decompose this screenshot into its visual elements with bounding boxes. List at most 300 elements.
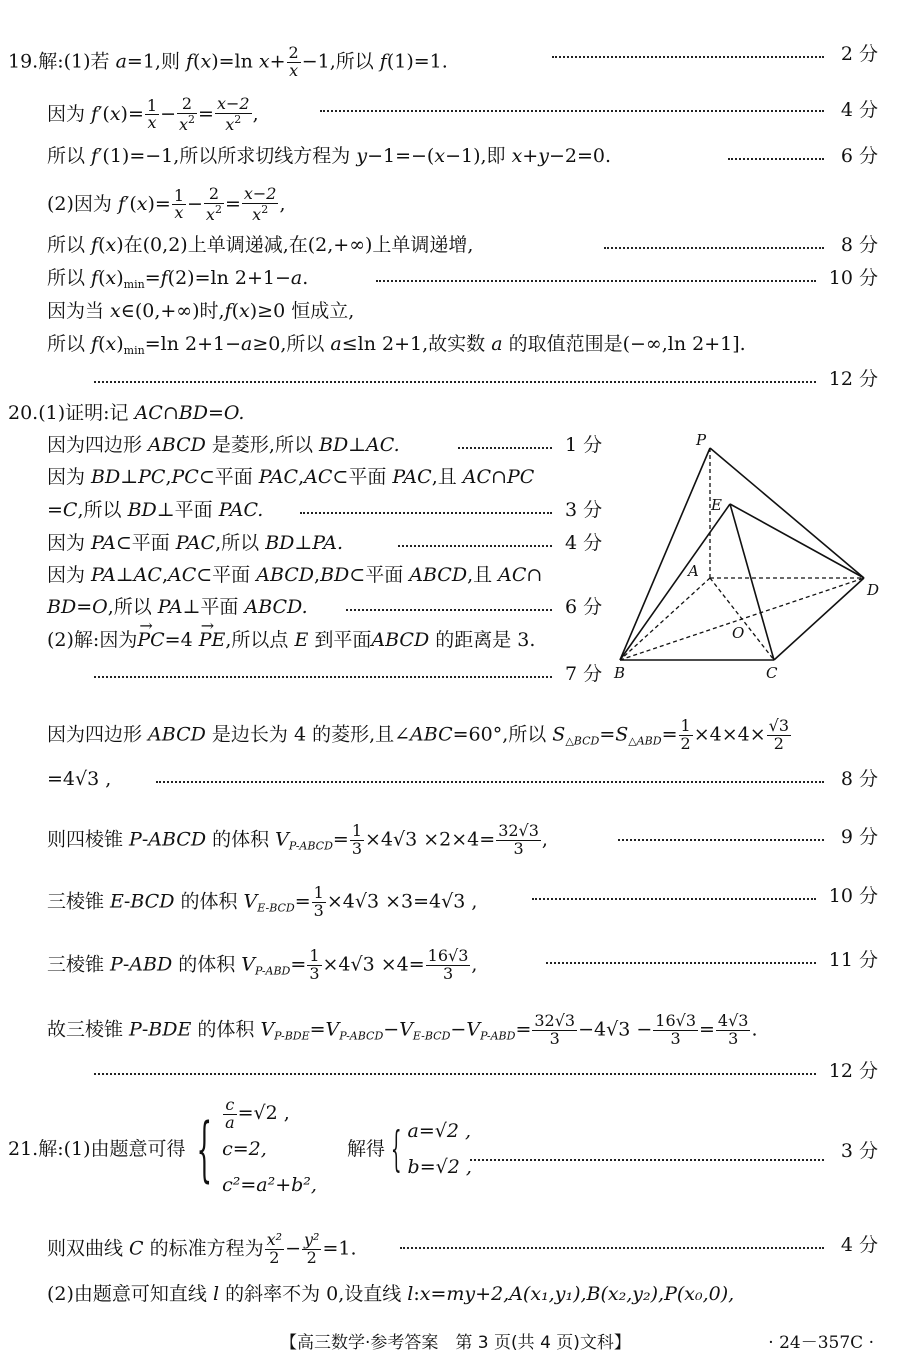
score: 4 分 (840, 99, 878, 121)
numerator: 1 (351, 821, 362, 840)
text: 因为四边形 (47, 434, 149, 456)
text: ×4×4× (693, 723, 766, 746)
text: ∈(0,+∞)时, (120, 300, 225, 322)
page-footer: 【高三数学·参考答案 第 3 页(共 4 页)文科】 (280, 1333, 631, 1353)
text: − (450, 1018, 467, 1041)
subscript: △BCD (565, 734, 600, 748)
math: V (399, 1018, 413, 1041)
q20-line7 (47, 598, 308, 617)
text: =√2 , (237, 1102, 290, 1124)
text: ,且 (431, 466, 463, 488)
numerator: 1 (313, 883, 324, 902)
text: 则四棱锥 (47, 828, 130, 851)
math: BD⊥PA. (265, 532, 344, 554)
vector: → PC (137, 631, 164, 650)
math: P (129, 828, 142, 851)
subscript: min (123, 344, 145, 357)
text: −1=−( (367, 145, 435, 167)
score: 2 分 (840, 43, 878, 65)
text: 的斜率不为 0,设直线 (219, 1283, 408, 1305)
fraction (312, 885, 326, 920)
subscript: P-BDE (274, 1029, 310, 1043)
denominator: 3 (513, 838, 524, 858)
q20-line10 (47, 770, 111, 789)
text: (1)证明:记 (38, 402, 135, 424)
text: (2)由题意可知直线 (47, 1283, 213, 1305)
var: x (105, 234, 117, 256)
math: V (275, 828, 289, 851)
subscript: P-ABCD (288, 839, 333, 853)
q19-line1 (8, 45, 448, 80)
var: x (105, 267, 117, 289)
fraction (307, 948, 321, 983)
score: 6 分 (840, 145, 878, 167)
equation-2: c=2, (222, 1138, 267, 1161)
numerator: y² (304, 1230, 320, 1249)
text: . (302, 267, 309, 289)
text: 到平面 (308, 629, 372, 651)
text: ′( (125, 192, 137, 215)
equation-1 (222, 1095, 317, 1131)
label-O: O (732, 624, 745, 642)
text: = (224, 192, 241, 215)
math: AC (304, 466, 333, 488)
score: 10 分 (828, 885, 878, 907)
q19-line5 (47, 236, 473, 255)
math: V (325, 1018, 340, 1041)
fraction (350, 823, 364, 858)
text: - (141, 828, 149, 851)
label-C: C (766, 664, 778, 682)
score: 6 分 (565, 596, 603, 618)
var: f (186, 50, 194, 73)
numerator: 1 (146, 95, 158, 115)
text: = (599, 723, 616, 746)
label-A: A (688, 562, 699, 580)
denominator: 3 (442, 963, 454, 983)
math: PAC. (218, 499, 264, 521)
var: a (491, 333, 503, 355)
text: 故三棱锥 (47, 1018, 130, 1041)
fraction (716, 1013, 751, 1048)
fraction (172, 185, 186, 223)
var: f (224, 300, 232, 322)
equation-3: c²=a²+b², (222, 1174, 317, 1197)
text: ,所以点 (225, 629, 295, 651)
numerator: 4√3 (717, 1011, 749, 1030)
text: (2)=ln 2+1− (167, 267, 291, 289)
score-leader (604, 247, 824, 249)
label-P: P (696, 431, 707, 449)
text: 的距离是 3. (429, 629, 536, 651)
text: =ln 2+1− (144, 333, 241, 355)
score: 10 分 (828, 267, 878, 289)
text: 因为 (47, 564, 92, 586)
text: , (279, 192, 286, 215)
text: 则双曲线 (47, 1237, 130, 1260)
fraction (265, 1232, 284, 1267)
text: = (515, 1018, 532, 1041)
fraction (204, 186, 224, 224)
math: PA (157, 596, 183, 618)
text: (2)解:因为 (47, 629, 138, 651)
text: = (144, 267, 161, 289)
text: −1,所以 (301, 50, 380, 73)
var: f (91, 145, 99, 167)
denominator: 2 (773, 733, 784, 753)
math: AC∩ (498, 564, 543, 586)
subscript: P-ABCD (339, 1029, 384, 1043)
math: P (110, 953, 123, 976)
var: a (330, 333, 342, 355)
text: =1. (322, 1237, 357, 1260)
fraction (653, 1013, 698, 1048)
text: 是菱形,所以 (205, 434, 319, 456)
q20-line9 (47, 718, 792, 753)
numerator: 1 (680, 716, 691, 735)
score-leader (94, 1073, 816, 1075)
fraction (426, 948, 471, 983)
text: 解得 (346, 1137, 385, 1160)
text: ⊂平面 (198, 466, 259, 488)
text: = (309, 1018, 326, 1041)
score: 3 分 (565, 499, 603, 521)
text: − (383, 1018, 400, 1041)
math: S (552, 723, 566, 746)
fraction (177, 96, 197, 134)
text: =1,则 (126, 50, 186, 73)
score-leader (458, 447, 552, 449)
var: x (239, 300, 250, 322)
q21-line2 (47, 1232, 357, 1267)
text: , (314, 564, 321, 586)
text: 所以 (47, 267, 92, 289)
text: : (413, 1283, 420, 1305)
denominator: x (147, 113, 157, 133)
subscript: △ABD (628, 734, 662, 748)
text: 因为 (47, 466, 92, 488)
text: ( (98, 234, 106, 256)
text: 所以 (47, 333, 92, 355)
text: 因为当 (47, 300, 111, 322)
text: ′(1)=−1,所以所求切线方程为 (98, 145, 357, 167)
denominator: a (225, 1112, 235, 1132)
fraction (767, 718, 791, 753)
score-leader (346, 609, 552, 611)
fraction (679, 718, 693, 753)
text: ( (231, 300, 240, 322)
text: = (76, 596, 93, 618)
numerator: 1 (309, 946, 320, 965)
text: ,且 (467, 564, 499, 586)
numerator: x−2 (216, 94, 250, 113)
var: x (252, 204, 262, 224)
math: C (62, 499, 78, 521)
score-leader (552, 56, 824, 58)
q19-line3 (47, 147, 611, 166)
edge-PB (620, 448, 710, 660)
solution-system (408, 1113, 472, 1185)
text: −2=0. (548, 145, 612, 167)
score-leader (376, 280, 816, 282)
score-leader (320, 110, 824, 112)
text: ×4√3 ×4= (322, 953, 425, 976)
text: = (294, 890, 311, 913)
math: E (110, 890, 124, 913)
math: ABC (410, 723, 453, 746)
label-D: D (867, 581, 880, 599)
math: BCD (130, 890, 175, 913)
q20-line12 (47, 885, 477, 920)
q21-line3 (47, 1285, 734, 1304)
math: PA⊥AC (91, 564, 162, 586)
math: PAC (175, 532, 216, 554)
text: 三棱锥 (47, 953, 111, 976)
score-leader (728, 158, 824, 160)
math: ABCD (148, 723, 206, 746)
var: x (179, 114, 189, 134)
math: ABCD (371, 629, 430, 651)
math: BD⊥AC. (318, 434, 400, 456)
denominator: $x^2$ (205, 202, 222, 224)
score-leader (400, 1247, 824, 1249)
score-leader (300, 512, 552, 514)
numerator: 2 (177, 96, 197, 114)
denominator: $x^2$ (252, 202, 269, 224)
text: ⊥平面 (182, 596, 245, 618)
text: = (290, 953, 307, 976)
text: ×4√3 ×2×4= (365, 828, 496, 851)
denominator: x (289, 60, 299, 80)
math: PAC (392, 466, 432, 488)
var: f (91, 267, 99, 289)
text: )≥0 恒成立, (249, 300, 355, 322)
math: ABCD (148, 434, 206, 456)
score: 12 分 (828, 368, 878, 390)
text: 的体积 (206, 828, 276, 851)
var: x (511, 145, 523, 167)
text: , (161, 564, 168, 586)
q19-line7 (47, 302, 354, 321)
label-B: B (614, 664, 626, 682)
math: ABCD (148, 828, 207, 851)
text: = (699, 1018, 715, 1041)
score: 4 分 (840, 1234, 878, 1256)
text: = (47, 499, 63, 521)
q20-line2 (47, 436, 400, 455)
text: 所以 (47, 234, 92, 256)
var: x (200, 50, 212, 73)
text: =4 (164, 629, 199, 651)
q21-line1 (8, 1095, 472, 1203)
text: - (122, 953, 130, 976)
text: 解:(1)若 (38, 50, 116, 73)
subscript: P-ABD (480, 1029, 516, 1043)
score-leader (532, 898, 816, 900)
numerator: √3 (768, 716, 789, 735)
math: E (294, 629, 309, 651)
text: )= (120, 102, 144, 125)
math: PC (171, 466, 199, 488)
fraction (242, 186, 279, 224)
text: 因为四边形 (47, 723, 149, 746)
solution-2: b=√2 , (407, 1156, 472, 1179)
text: 的标准方程为 (143, 1237, 264, 1260)
text: ′( (98, 102, 110, 125)
text: )= (147, 192, 171, 215)
var: x (136, 192, 148, 215)
score: 1 分 (565, 434, 603, 456)
score-leader (470, 1159, 824, 1161)
text: ,所以 (215, 532, 266, 554)
var: x (258, 50, 270, 73)
var: x (434, 145, 446, 167)
fraction (287, 45, 301, 80)
denominator: 3 (309, 963, 320, 983)
score-leader (94, 381, 816, 383)
text: , (298, 466, 305, 488)
math: ABCD (256, 564, 315, 586)
math: V (466, 1018, 481, 1041)
text: ( (98, 333, 106, 355)
solution-1: a=√2 , (407, 1120, 472, 1143)
var: x (109, 102, 121, 125)
var: a (241, 333, 253, 355)
text: ⊂平面 (332, 466, 393, 488)
q19-line6 (47, 269, 308, 290)
math: ABCD. (244, 596, 308, 618)
q19-line2 (47, 96, 259, 134)
text: , (252, 102, 259, 125)
fraction (215, 96, 252, 134)
text: = (661, 723, 678, 746)
math: C (129, 1237, 144, 1260)
text: ⊂平面 (349, 564, 410, 586)
var: x (105, 333, 117, 355)
score-leader (156, 781, 824, 783)
math: BD (47, 596, 77, 618)
q19-line4 (47, 186, 286, 224)
score: 11 分 (828, 949, 878, 971)
numerator: 16√3 (427, 946, 469, 965)
text: = (198, 102, 214, 125)
text: −4√3 − (578, 1018, 653, 1041)
text: 的取值范围是(−∞,ln 2+1]. (502, 333, 746, 355)
q20-line3 (47, 468, 534, 487)
text: , (165, 466, 172, 488)
text: − (187, 192, 203, 215)
subscript: E-BCD (257, 901, 295, 915)
score-leader (398, 545, 552, 547)
text: ⊂平面 (115, 532, 176, 554)
pyramid-figure (606, 430, 886, 690)
edge-AB (620, 578, 710, 660)
q20-line4 (47, 501, 263, 520)
text: , (541, 828, 548, 851)
text: = (332, 828, 349, 851)
text: - (141, 1018, 149, 1041)
edge-BD (620, 578, 864, 660)
numerator: 32√3 (534, 1011, 576, 1030)
text: ×4√3 ×3=4√3 , (326, 890, 478, 913)
score-leader (618, 839, 824, 841)
math: BD⊥PC (91, 466, 166, 488)
q20-line11 (47, 823, 548, 858)
fraction (145, 95, 159, 133)
denominator: 3 (351, 838, 362, 858)
math: PA (91, 532, 116, 554)
question-number: 21. (8, 1137, 39, 1160)
equation-system (222, 1095, 317, 1203)
math: PAC (258, 466, 299, 488)
text: . (751, 1018, 758, 1041)
numerator: x−2 (243, 184, 277, 203)
page-code: · 24－357C · (768, 1333, 874, 1353)
score: 4 分 (565, 532, 603, 554)
math: S (615, 723, 629, 746)
math: AC∩PC (462, 466, 535, 488)
text: 是边长为 4 的菱形,且∠ (205, 723, 411, 746)
q19-line8 (47, 335, 746, 356)
var: x (110, 300, 121, 322)
score-leader (546, 962, 816, 964)
edge-CD (774, 578, 864, 660)
numerator: x² (266, 1230, 283, 1249)
text: =4√3 , (47, 768, 112, 790)
math: V (241, 953, 256, 976)
math: V (260, 1018, 275, 1041)
math: ABD (129, 953, 173, 976)
text: 三棱锥 (47, 890, 111, 913)
math: ABCD (409, 564, 468, 586)
numerator: 2 (204, 186, 224, 204)
denominator: x (174, 203, 184, 223)
label-E: E (711, 496, 722, 514)
text: 的体积 (174, 890, 244, 913)
var: f (91, 333, 99, 355)
fraction (302, 1232, 321, 1267)
text: ≥0,所以 (252, 333, 331, 355)
text: ⊥平面 (156, 499, 219, 521)
text: - (123, 890, 131, 913)
numerator: 1 (173, 185, 184, 205)
math: V (243, 890, 258, 913)
denominator: $x^2$ (179, 112, 196, 134)
var: x (225, 114, 235, 134)
text: 所以 (47, 145, 92, 167)
numerator: 32√3 (498, 821, 539, 840)
text: 解:(1)由题意可得 (38, 1137, 186, 1160)
score: 9 分 (840, 826, 878, 848)
q20-line13 (47, 948, 477, 983)
denominator: 3 (313, 900, 324, 920)
text: + (522, 145, 539, 167)
subscript: E-BCD (412, 1029, 451, 1043)
score: 8 分 (840, 768, 878, 790)
denominator: 3 (670, 1028, 681, 1048)
var: y (356, 145, 368, 167)
text: ,所以 (77, 499, 128, 521)
text: )=ln (211, 50, 259, 73)
fraction (223, 1094, 237, 1132)
math: O (92, 596, 108, 618)
math: BDE (148, 1018, 192, 1041)
var: f (91, 102, 99, 125)
var: x (205, 204, 215, 224)
denominator: 2 (680, 733, 691, 753)
q20-line5 (47, 534, 343, 553)
text: − (160, 102, 176, 125)
